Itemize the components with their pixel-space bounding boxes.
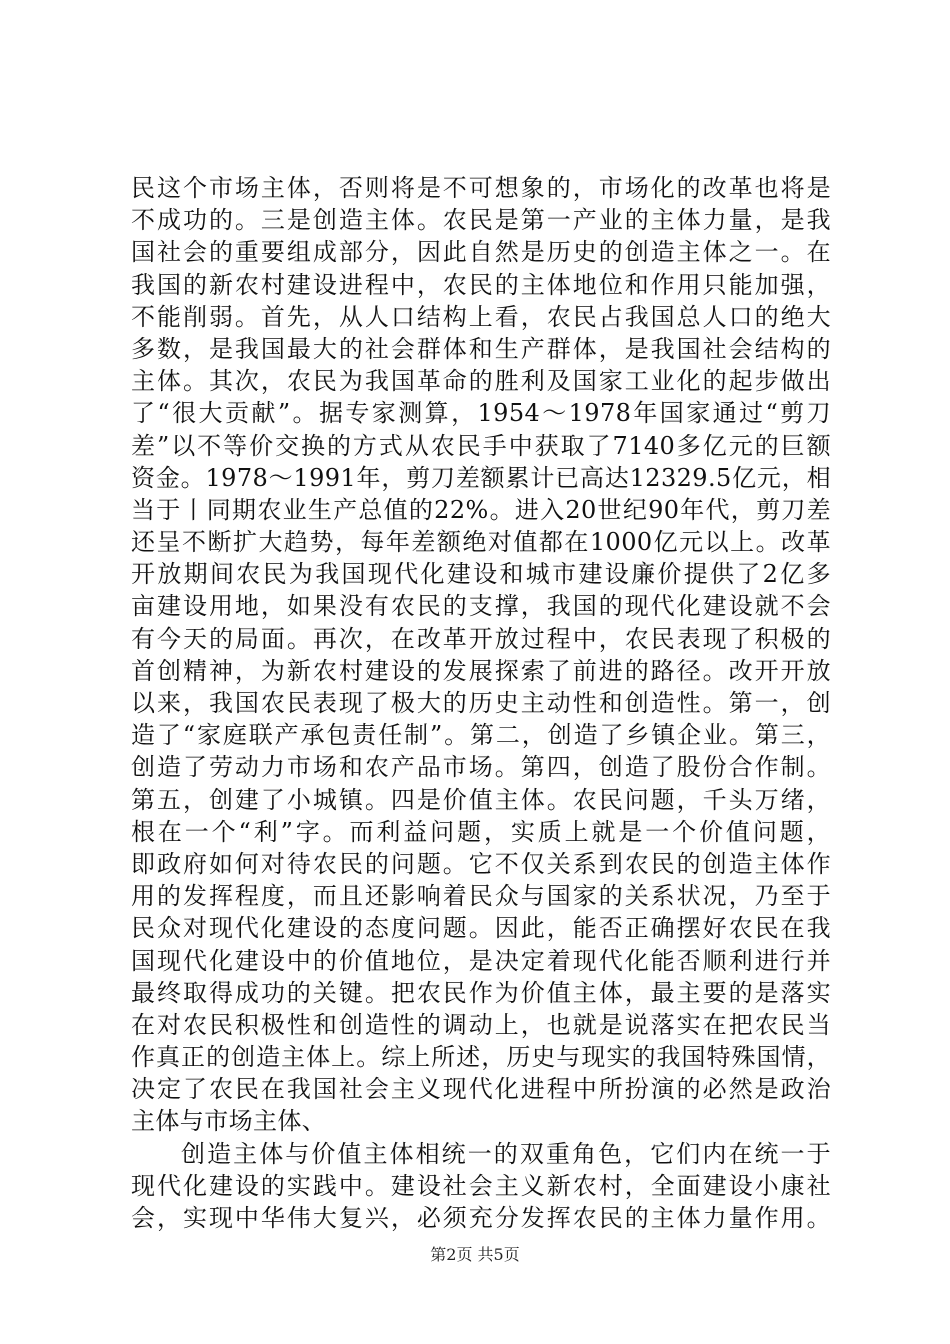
text-line: 现代化建设的实践中。建设社会主义新农村，全面建设小康社	[131, 1171, 831, 1200]
text-line: 会，实现中华伟大复兴，必须充分发挥农民的主体力量作用。	[131, 1204, 831, 1232]
text-line: 决定了农民在我国社会主义现代化进程中所扮演的必然是政治	[131, 1075, 831, 1104]
text-line: 我国的新农村建设进程中，农民的主体地位和作用只能加强，	[131, 270, 831, 299]
text-line: 民这个市场主体，否则将是不可想象的，市场化的改革也将是	[131, 174, 831, 202]
text-line: 不能削弱。首先，从人口结构上看，农民占我国总人口的绝大	[131, 302, 831, 331]
text-line: 在对农民积极性和创造性的调动上，也就是说落实在把农民当	[131, 1010, 831, 1039]
text-line: 不成功的。三是创造主体。农民是第一产业的主体力量，是我	[131, 206, 831, 235]
text-line: 主体与市场主体、	[131, 1107, 327, 1136]
text-line: 造了“家庭联产承包责任制”。第二，创造了乡镇企业。第三，	[131, 721, 831, 750]
text-line: 了“很大贡献”。据专家测算，1954～1978年国家通过“剪刀	[131, 399, 831, 428]
text-line: 有今天的局面。再次，在改革开放过程中，农民表现了积极的	[131, 624, 831, 653]
page-number-footer: 第2页 共5页	[430, 1245, 520, 1264]
text-line: 即政府如何对待农民的问题。它不仅关系到农民的创造主体作	[131, 849, 831, 878]
text-line: 国现代化建设中的价值地位，是决定着现代化能否顺利进行并	[131, 946, 831, 975]
text-line: 根在一个“利”字。而利益问题，实质上就是一个价值问题，	[131, 817, 831, 846]
text-line: 亩建设用地，如果没有农民的支撑，我国的现代化建设就不会	[131, 592, 831, 621]
paragraph-first-line: 创造主体与价值主体相统一的双重角色，它们内在统一于	[181, 1139, 831, 1168]
text-line: 创造了劳动力市场和农产品市场。第四，创造了股份合作制。	[131, 753, 831, 782]
text-line: 以来，我国农民表现了极大的历史主动性和创造性。第一，创	[131, 689, 831, 717]
text-line: 开放期间农民为我国现代化建设和城市建设廉价提供了2亿多	[131, 560, 831, 589]
text-line: 第五，创建了小城镇。四是价值主体。农民问题，千头万绪，	[131, 785, 831, 814]
text-line: 国社会的重要组成部分，因此自然是历史的创造主体之一。在	[131, 238, 831, 267]
text-line: 多数，是我国最大的社会群体和生产群体，是我国社会结构的	[131, 334, 831, 363]
text-line: 差”以不等价交换的方式从农民手中获取了7140多亿元的巨额	[131, 431, 831, 460]
text-line: 当于丨同期农业生产总值的22%。进入20世纪90年代，剪刀差	[131, 495, 831, 524]
text-line: 用的发挥程度，而且还影响着民众与国家的关系状况，乃至于	[131, 882, 831, 911]
text-line: 最终取得成功的关键。把农民作为价值主体，最主要的是落实	[131, 978, 831, 1007]
text-line: 资金。1978～1991年，剪刀差额累计已高达12329.5亿元，相	[131, 463, 831, 492]
text-line: 主体。其次，农民为我国革命的胜利及国家工业化的起步做出	[131, 367, 831, 396]
text-line: 作真正的创造主体上。综上所述，历史与现实的我国特殊国情，	[131, 1043, 831, 1072]
text-line: 还呈不断扩大趋势，每年差额绝对值都在1000亿元以上。改革	[131, 528, 831, 557]
body-text	[131, 172, 831, 1234]
text-line: 民众对现代化建设的态度问题。因此，能否正确摆好农民在我	[131, 914, 831, 943]
text-line: 首创精神，为新农村建设的发展探索了前进的路径。改开开放	[131, 656, 831, 685]
